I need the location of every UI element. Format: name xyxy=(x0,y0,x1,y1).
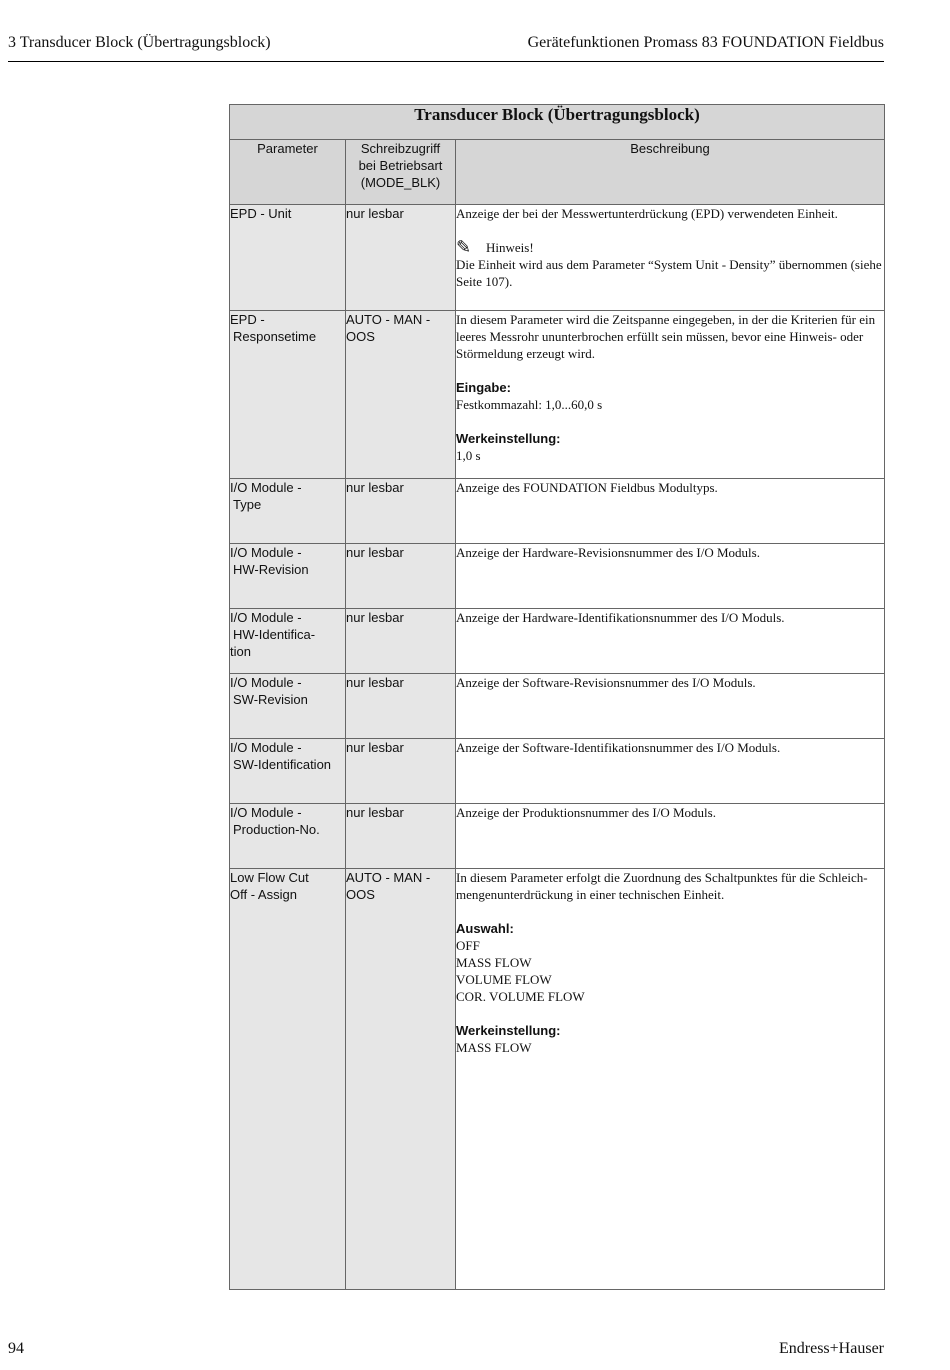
mode-value-line2: OOS xyxy=(346,329,375,344)
default-value: MASS FLOW xyxy=(456,1040,532,1055)
description-text: In diesem Parameter erfolgt die Zuordnung des Schaltpunktes für die Schleich- mengenunterdrückung in einer technischen Einheit. xyxy=(456,870,868,902)
parameter-name-line1: I/O Module - xyxy=(230,675,302,690)
description-cell xyxy=(456,544,885,609)
table-row xyxy=(230,479,885,544)
column-header-access-line3: (MODE_BLK) xyxy=(360,175,441,190)
mode-cell xyxy=(346,804,456,869)
table-row xyxy=(230,739,885,804)
mode-value-line2: OOS xyxy=(346,887,375,902)
mode-value: nur lesbar xyxy=(346,545,404,560)
parameter-cell xyxy=(230,311,346,479)
description-text: In diesem Parameter wird die Zeitspanne eingegeben, in der die Kriterien für ein leeres Messrohr ununterbrochen erfüllt sein müssen, bevor eine Hinweis- oder Störmeldung erzeugt wird. xyxy=(456,312,876,361)
parameter-name-line1: I/O Module - xyxy=(230,805,302,820)
description-text: Anzeige der Hardware-Identifikationsnummer des I/O Moduls. xyxy=(456,610,785,625)
description-text: Anzeige der Hardware-Revisionsnummer des I/O Moduls. xyxy=(456,545,760,560)
parameter-name-line3: tion xyxy=(230,644,251,659)
choice-option: MASS FLOW xyxy=(456,955,532,970)
choice-option: OFF xyxy=(456,938,480,953)
column-header-access-line1: Schreibzugriff xyxy=(360,141,441,156)
column-header-access-line2: bei Betriebsart xyxy=(358,158,443,173)
description-text: Anzeige der Produktionsnummer des I/O Moduls. xyxy=(456,805,716,820)
description-cell xyxy=(456,869,885,1290)
page-number: 94 xyxy=(8,1340,24,1357)
description-cell xyxy=(456,804,885,869)
mode-cell xyxy=(346,609,456,674)
default-label: Werkeinstellung: xyxy=(456,431,561,446)
mode-cell xyxy=(346,544,456,609)
mode-value-line1: AUTO - MAN - xyxy=(346,312,431,327)
default-value: 1,0 s xyxy=(456,448,481,463)
column-header-description: Beschreibung xyxy=(456,140,885,205)
description-cell xyxy=(456,205,885,311)
description-cell xyxy=(456,674,885,739)
table-title: Transducer Block (Übertragungsblock) xyxy=(230,105,885,140)
mode-value: nur lesbar xyxy=(346,740,404,755)
default-label: Werkeinstellung: xyxy=(456,1023,561,1038)
table-row xyxy=(230,869,885,1290)
parameter-name-line1: I/O Module - xyxy=(230,545,302,560)
mode-value: nur lesbar xyxy=(346,610,404,625)
pencil-note-icon: ✎ xyxy=(456,237,472,257)
note-label: Hinweis! xyxy=(486,240,534,255)
note-block xyxy=(456,239,884,256)
mode-value-line1: AUTO - MAN - xyxy=(346,870,431,885)
parameter-cell xyxy=(230,479,346,544)
choice-option: COR. VOLUME FLOW xyxy=(456,989,585,1004)
parameter-cell xyxy=(230,804,346,869)
table-row xyxy=(230,544,885,609)
running-header-chapter: 3 Transducer Block (Übertragungsblock) xyxy=(8,34,271,51)
parameter-cell xyxy=(230,869,346,1290)
parameter-name-line1: I/O Module - xyxy=(230,740,302,755)
table-row xyxy=(230,674,885,739)
mode-value: nur lesbar xyxy=(346,206,404,221)
transducer-block-table xyxy=(229,104,885,1290)
choice-label: Auswahl: xyxy=(456,921,514,936)
description-text: Anzeige der bei der Messwertunterdrückung (EPD) verwendeten Einheit. xyxy=(456,206,838,221)
mode-value: nur lesbar xyxy=(346,805,404,820)
description-text: Anzeige der Software-Identifikationsnummer des I/O Moduls. xyxy=(456,740,781,755)
mode-cell xyxy=(346,479,456,544)
brand-name: Endress+Hauser xyxy=(779,1340,884,1357)
table-row xyxy=(230,311,885,479)
table-row xyxy=(230,609,885,674)
parameter-cell xyxy=(230,674,346,739)
parameter-name-line2: SW-Identification xyxy=(233,757,332,772)
mode-cell xyxy=(346,205,456,311)
table-row xyxy=(230,804,885,869)
input-value: Festkommazahl: 1,0...60,0 s xyxy=(456,397,603,412)
description-text: Anzeige des FOUNDATION Fieldbus Modultyps. xyxy=(456,480,718,495)
parameter-name: EPD - Unit xyxy=(230,206,292,221)
column-header-access xyxy=(346,140,456,205)
mode-cell xyxy=(346,674,456,739)
parameter-name-line1: I/O Module - xyxy=(230,480,302,495)
note-text: Die Einheit wird aus dem Parameter “System Unit - Density” übernommen (siehe Seite 107). xyxy=(456,257,882,289)
parameter-name-line1: EPD - xyxy=(230,312,265,327)
mode-cell xyxy=(346,869,456,1290)
header-rule xyxy=(8,61,884,62)
parameter-name-line2: Responsetime xyxy=(233,329,317,344)
choice-option: VOLUME FLOW xyxy=(456,972,552,987)
parameter-name-line1: I/O Module - xyxy=(230,610,302,625)
mode-cell xyxy=(346,311,456,479)
parameter-name-line2: Off - Assign xyxy=(230,887,297,902)
description-text: Anzeige der Software-Revisionsnummer des I/O Moduls. xyxy=(456,675,756,690)
mode-cell xyxy=(346,739,456,804)
parameter-cell xyxy=(230,544,346,609)
description-cell xyxy=(456,609,885,674)
description-cell xyxy=(456,479,885,544)
running-header-title: Gerätefunktionen Promass 83 FOUNDATION Fieldbus xyxy=(527,34,884,51)
parameter-name-line2: HW-Revision xyxy=(233,562,309,577)
parameter-name-line2: Production-No. xyxy=(233,822,320,837)
table-row xyxy=(230,205,885,311)
description-cell xyxy=(456,311,885,479)
mode-value: nur lesbar xyxy=(346,480,404,495)
input-label: Eingabe: xyxy=(456,380,511,395)
mode-value: nur lesbar xyxy=(346,675,404,690)
parameter-name-line2: Type xyxy=(233,497,262,512)
parameter-name-line2: HW-Identifica- xyxy=(233,627,316,642)
parameter-name-line2: SW-Revision xyxy=(233,692,308,707)
description-cell xyxy=(456,739,885,804)
parameter-name-line1: Low Flow Cut xyxy=(230,870,309,885)
parameter-cell xyxy=(230,609,346,674)
parameter-cell xyxy=(230,739,346,804)
parameter-cell xyxy=(230,205,346,311)
column-header-parameter: Parameter xyxy=(230,140,346,205)
